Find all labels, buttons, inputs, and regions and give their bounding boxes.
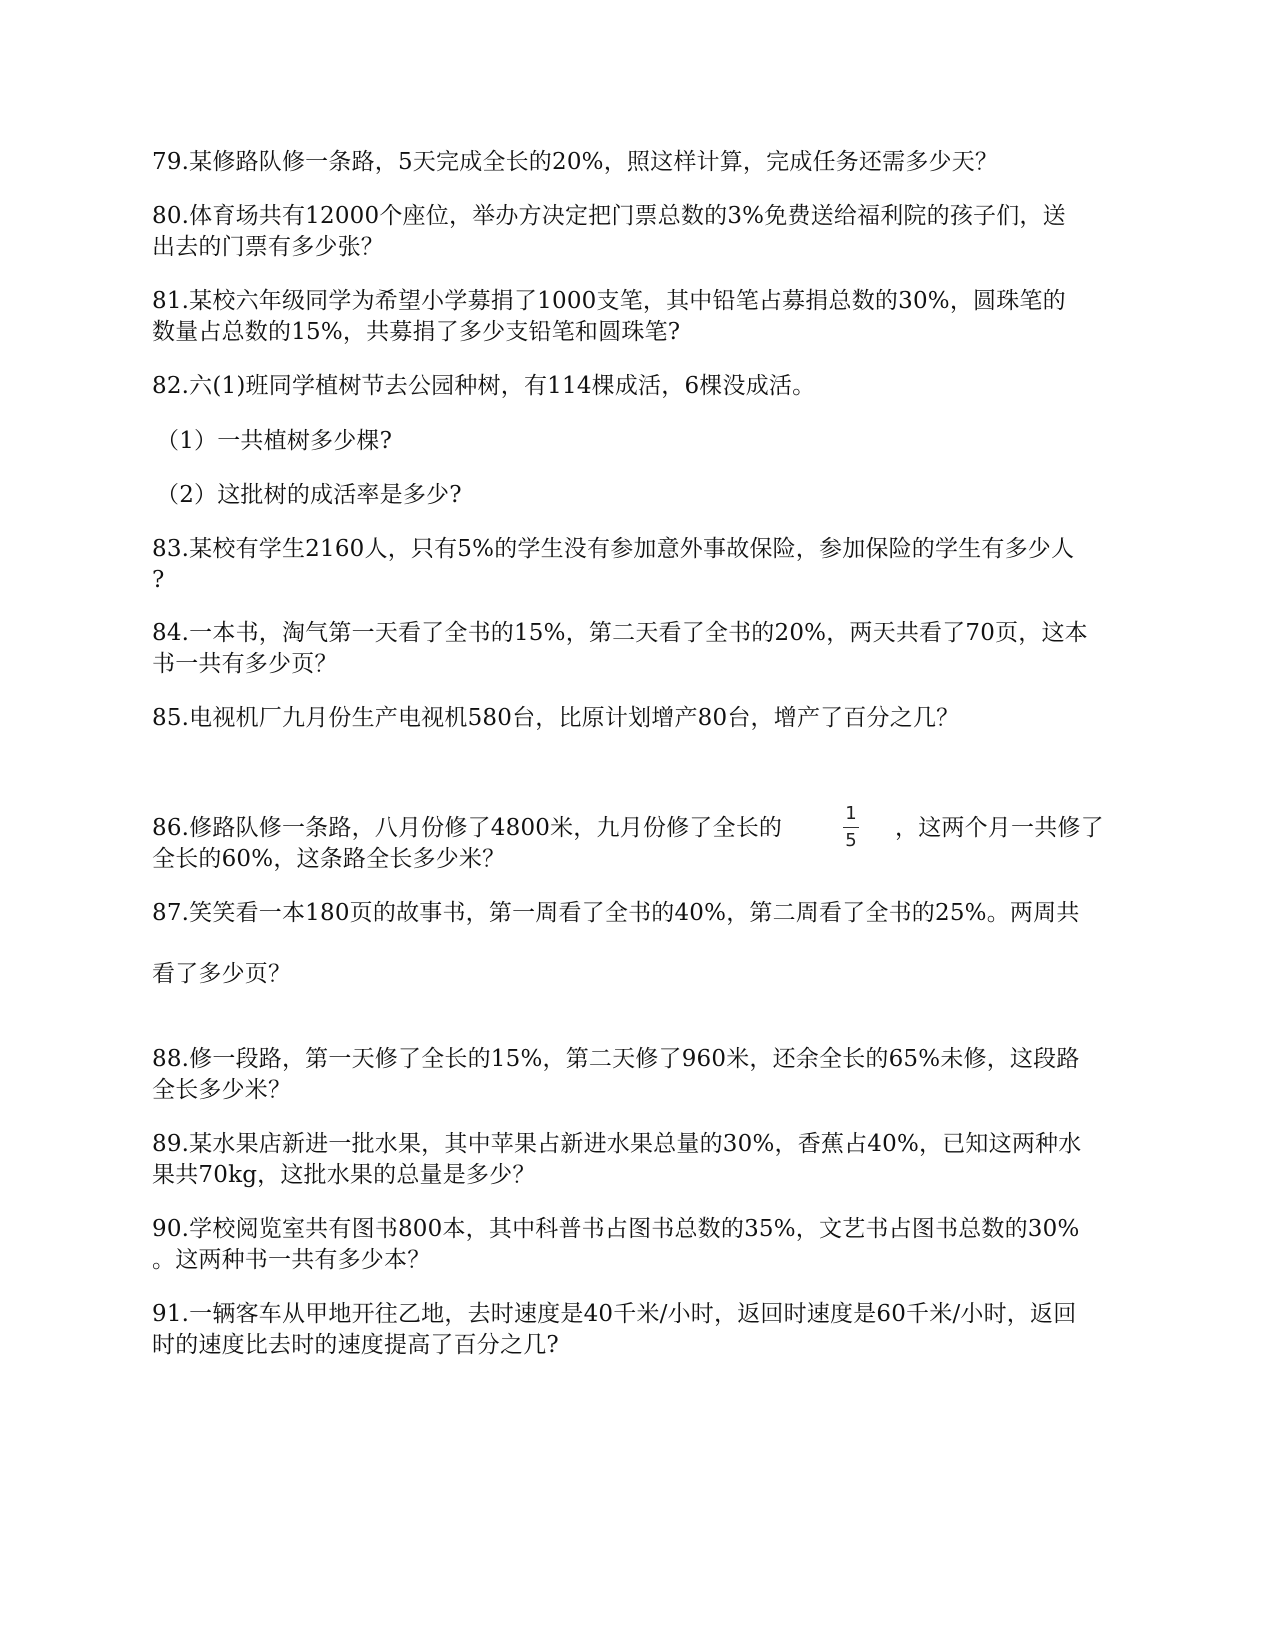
problem-83-line-1: 83.某校有学生2160人，只有5%的学生没有参加意外事故保险，参加保险的学生有多少人: [152, 536, 1075, 562]
problem-82-line-1: 82.六(1)班同学植树节去公园种树，有114棵成活，6棵没成活。: [152, 373, 816, 399]
problem-90-line-1: 90.学校阅览室共有图书800本，其中科普书占图书总数的35%，文艺书占图书总数的30%: [152, 1216, 1080, 1242]
problem-86-line-2: 全长的60%，这条路全长多少米？: [152, 846, 506, 872]
problem-89-line-2: 果共70kg，这批水果的总量是多少？: [152, 1162, 536, 1188]
fraction-numerator: 1: [845, 803, 857, 824]
fraction-one-fifth: [839, 803, 863, 852]
problem-84-line-1: 84.一本书，淘气第一天看了全书的15%，第二天看了全书的20%，两天共看了70页，这本: [152, 620, 1088, 646]
problem-81-line-1: 81.某校六年级同学为希望小学募捐了1000支笔，其中铅笔占募捐总数的30%，圆珠笔的: [152, 288, 1066, 314]
problem-83-line-2: ?: [152, 567, 165, 593]
problem-86-line-1a: 86.修路队修一条路，八月份修了4800米，九月份修了全长的: [152, 815, 783, 841]
problem-85-line-1: 85.电视机厂九月份生产电视机580台，比原计划增产80台，增产了百分之几？: [152, 705, 960, 731]
problem-88-line-1: 88.修一段路，第一天修了全长的15%，第二天修了960米，还余全长的65%未修，这段路: [152, 1046, 1080, 1072]
problem-79-line-1: 79.某修路队修一条路，5天完成全长的20%，照这样计算，完成任务还需多少天？: [152, 149, 999, 175]
problem-86-line-1b: ，这两个月一共修了: [895, 815, 1104, 841]
problem-81-line-2: 数量占总数的15%，共募捐了多少支铅笔和圆珠笔?: [152, 319, 681, 345]
problem-87-line-2: 看了多少页？: [152, 961, 292, 987]
problem-90-line-2: 。这两种书一共有多少本？: [152, 1247, 431, 1273]
problem-82-sub-2: （2）这批树的成活率是多少?: [156, 482, 462, 508]
problem-80-line-1: 80.体育场共有12000个座位，举办方决定把门票总数的3%免费送给福利院的孩子们，送: [152, 203, 1066, 229]
problem-89-line-1: 89.某水果店新进一批水果，其中苹果占新进水果总量的30%，香蕉占40%，已知这两种水: [152, 1131, 1082, 1157]
problem-91-line-1: 91.一辆客车从甲地开往乙地，去时速度是40千米/小时，返回时速度是60千米/小时，返回: [152, 1301, 1077, 1327]
fraction-bar: [843, 827, 859, 828]
problem-88-line-2: 全长多少米？: [152, 1077, 292, 1103]
fraction-denominator: 5: [845, 830, 857, 851]
problem-91-line-2: 时的速度比去时的速度提高了百分之几?: [152, 1332, 559, 1358]
problem-80-line-2: 出去的门票有多少张？: [152, 234, 384, 260]
problem-82-sub-1: （1）一共植树多少棵?: [156, 428, 393, 454]
problem-84-line-2: 书一共有多少页？: [152, 651, 338, 677]
problem-87-line-1: 87.笑笑看一本180页的故事书，第一周看了全书的40%，第二周看了全书的25%。两周共: [152, 900, 1080, 926]
